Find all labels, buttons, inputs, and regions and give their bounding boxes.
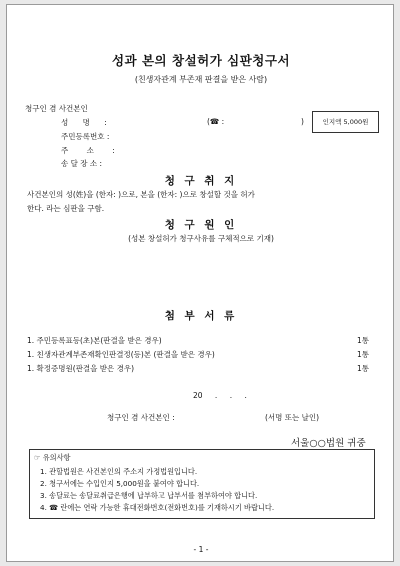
stamp-fee-box: 인지액 5,000원 [312,111,379,133]
attachment-count: 1통 [357,364,370,373]
signature-label: 청구인 겸 사건본인 : [107,413,175,422]
purpose-heading: 청 구 취 지 [164,175,238,187]
notice-box [29,449,375,519]
cause-note: (성본 창설허가 청구사유를 구체적으로 기재) [128,234,274,243]
attachment-item: 1. 주민등록표등(초)본(판결을 받은 경우) [27,336,162,345]
purpose-line-2: 한다. 라는 심판을 구함. [27,204,105,213]
notice-title: ☞ 유의사항 [34,453,71,462]
attachment-item: 1. 친생자관계부존재확인판결정(등)본 (판결을 받은 경우) [27,350,215,359]
attachment-count: 1통 [357,336,370,345]
document-subtitle: (친생자관계 부존재 판결을 받은 사람) [134,75,268,84]
claimant-label: 청구인 겸 사건본인 [25,104,88,113]
signature-note: (서명 또는 날인) [265,413,320,422]
notice-item: 2. 청구서에는 수입인지 5,000원을 붙여야 합니다. [40,479,200,488]
address-label: 주 소 : [61,146,123,155]
cause-heading: 청 구 원 인 [164,219,238,231]
document-page [6,4,394,562]
delivery-label: 송 달 장 소 : [61,159,103,168]
rrn-label: 주민등록번호 : [61,132,110,141]
document-title: 성과 본의 창설허가 심판청구서 [111,53,291,68]
attachment-count: 1통 [357,350,370,359]
phone-close: ) [301,117,304,126]
notice-item: 3. 송달료는 송달료취급은행에 납부하고 납부서를 첨부하여야 합니다. [40,491,258,500]
purpose-line-1: 사건본인의 성(姓)을 (한자: )으로, 본을 (한자: )으로 창설할 것을 허가 [27,190,255,199]
attachments-heading: 첨 부 서 류 [164,310,238,322]
date-line: 20 . . . [193,391,247,400]
court-name: 서울○○법원 귀중 [291,438,366,449]
page-number: - 1 - [193,545,209,554]
attachment-item: 1. 확정증명원(판결을 받은 경우) [27,364,135,373]
name-label: 성 명 : [61,118,113,127]
notice-item: 4. ☎ 란에는 연락 가능한 휴대전화번호(전화번호)를 기재하시기 바랍니다. [40,503,275,512]
phone-label: (☎ : [207,117,225,126]
notice-item: 1. 관할법원은 사건본인의 주소지 가정법원입니다. [40,467,198,476]
